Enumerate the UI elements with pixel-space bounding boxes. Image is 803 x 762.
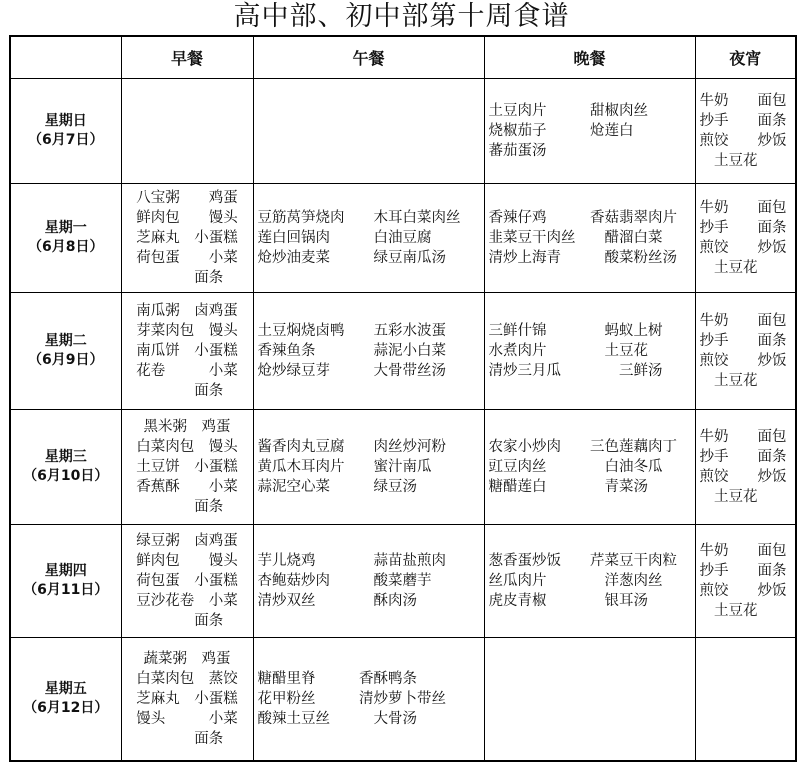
day-cell [10,184,121,293]
dinner-item: 农家小炒肉 三色莲藕肉丁 [488,439,677,455]
dinner-item: 糖醋莲白 青菜汤 [488,479,648,495]
supper-item: 土豆花 [699,153,758,169]
breakfast-cell [121,525,253,638]
header-row [10,36,796,79]
day-date: （6月10日） [23,468,109,484]
table-row [10,293,796,410]
dinner-cell [484,638,695,762]
table-row [10,525,796,638]
dinner-item: 香辣仔鸡 香菇翡翠肉片 [488,210,677,226]
breakfast-cell [121,410,253,525]
supper-item: 煎饺 炒饭 [699,583,787,599]
breakfast-item: 豆沙花卷 小菜 [136,593,238,609]
breakfast-item: 花卷 小菜 [136,363,238,379]
dinner-cell [484,410,695,525]
dinner-item: 韭菜豆干肉丝 醋溜白菜 [488,230,663,246]
breakfast-item: 荷包蛋 小蛋糕 [136,573,238,589]
supper-item: 牛奶 面包 [699,200,787,216]
lunch-item: 豆筋莴笋烧肉 木耳白菜肉丝 [257,210,461,226]
breakfast-cell [121,79,253,184]
supper-item: 土豆花 [699,489,758,505]
supper-item: 煎饺 炒饭 [699,469,787,485]
breakfast-item: 八宝粥 鸡蛋 [136,190,238,206]
breakfast-item: 鲜肉包 馒头 [136,553,238,569]
dinner-item: 葱香蛋炒饭 芹菜豆干肉粒 [488,553,677,569]
header-day [10,36,121,79]
breakfast-item: 面条 [150,270,224,286]
supper-cell [695,184,796,293]
lunch-cell [253,410,484,525]
breakfast-item: 白菜肉包 馒头 [136,439,238,455]
dinner-item: 豇豆肉丝 白油冬瓜 [488,459,663,475]
supper-cell [695,410,796,525]
lunch-cell [253,79,484,184]
menu-table [9,35,797,762]
dinner-cell [484,293,695,410]
supper-cell [695,525,796,638]
supper-cell [695,79,796,184]
lunch-item: 香辣鱼条 蒜泥小白菜 [257,343,446,359]
header-supper: 夜宵 [695,36,796,79]
lunch-cell [253,525,484,638]
day-name: 星期三 [44,449,87,465]
breakfast-item: 面条 [150,499,224,515]
breakfast-item: 鲜肉包 馒头 [136,210,238,226]
supper-cell [695,293,796,410]
breakfast-item: 白菜肉包 蒸饺 [136,671,238,687]
dinner-item: 土豆肉片 甜椒肉丝 [488,103,648,119]
lunch-item: 土豆焖烧卤鸭 五彩水波蛋 [257,323,446,339]
page-title: 高中部、初中部第十周食谱 [233,1,570,32]
day-cell [10,293,121,410]
breakfast-item: 馒头 小菜 [136,711,238,727]
header-breakfast: 早餐 [121,36,253,79]
dinner-cell [484,525,695,638]
day-date: （6月9日） [28,352,104,368]
dinner-item: 水煮肉片 土豆花 [488,343,648,359]
day-date: （6月8日） [28,239,104,255]
day-date: （6月11日） [23,582,109,598]
supper-item: 煎饺 炒饭 [699,133,787,149]
day-date: （6月12日） [23,700,109,716]
supper-cell [695,638,796,762]
dinner-item: 丝瓜肉片 洋葱肉丝 [488,573,663,589]
breakfast-item: 绿豆粥 卤鸡蛋 [136,533,238,549]
supper-item: 牛奶 面包 [699,543,787,559]
lunch-item: 炝炒绿豆芽 大骨带丝汤 [257,363,446,379]
supper-item: 抄手 面条 [699,333,787,349]
breakfast-item: 蔬菜粥 鸡蛋 [143,651,231,667]
dinner-item: 清炒三月瓜 三鲜汤 [488,363,663,379]
table-row [10,184,796,293]
day-name: 星期五 [44,681,87,697]
lunch-item: 莲白回锅肉 白油豆腐 [257,230,432,246]
dinner-item: 三鲜什锦 蚂蚁上树 [488,323,663,339]
supper-item: 土豆花 [699,260,758,276]
breakfast-item: 南瓜粥 卤鸡蛋 [136,303,238,319]
day-name: 星期日 [44,113,87,129]
breakfast-cell [121,293,253,410]
table-row [10,410,796,525]
breakfast-cell [121,184,253,293]
supper-item: 牛奶 面包 [699,93,787,109]
dinner-cell [484,79,695,184]
supper-item: 抄手 面条 [699,220,787,236]
breakfast-item: 芝麻丸 小蛋糕 [136,230,238,246]
lunch-item: 糖醋里脊 香酥鸭条 [257,671,417,687]
day-cell [10,525,121,638]
breakfast-item: 黑米粥 鸡蛋 [143,419,231,435]
breakfast-item: 荷包蛋 小菜 [136,250,238,266]
breakfast-item: 面条 [150,731,224,747]
table-row [10,638,796,762]
header-dinner: 晚餐 [484,36,695,79]
supper-item: 抄手 面条 [699,449,787,465]
day-cell [10,79,121,184]
breakfast-item: 土豆饼 小蛋糕 [136,459,238,475]
supper-item: 抄手 面条 [699,563,787,579]
lunch-item: 花甲粉丝 清炒萝卜带丝 [257,691,446,707]
table-row [10,79,796,184]
dinner-item: 蕃茄蛋汤 [488,143,547,159]
lunch-item: 清炒双丝 酥肉汤 [257,593,417,609]
supper-item: 土豆花 [699,603,758,619]
day-date: （6月7日） [28,132,104,148]
breakfast-item: 面条 [150,613,224,629]
day-name: 星期四 [44,563,87,579]
supper-item: 煎饺 炒饭 [699,353,787,369]
breakfast-cell [121,638,253,762]
lunch-item: 蒜泥空心菜 绿豆汤 [257,479,417,495]
supper-item: 牛奶 面包 [699,313,787,329]
dinner-item: 烧椒茄子 炝莲白 [488,123,634,139]
breakfast-item: 面条 [150,383,224,399]
header-lunch: 午餐 [253,36,484,79]
lunch-item: 芋儿烧鸡 蒜苗盐煎肉 [257,553,446,569]
supper-item: 牛奶 面包 [699,429,787,445]
lunch-item: 酸辣土豆丝 大骨汤 [257,711,417,727]
breakfast-item: 芽菜肉包 馒头 [136,323,238,339]
day-cell [10,410,121,525]
day-name: 星期一 [44,220,87,236]
lunch-cell [253,184,484,293]
lunch-item: 炝炒油麦菜 绿豆南瓜汤 [257,250,446,266]
breakfast-item: 南瓜饼 小蛋糕 [136,343,238,359]
dinner-cell [484,184,695,293]
supper-item: 煎饺 炒饭 [699,240,787,256]
day-name: 星期二 [44,333,87,349]
day-cell [10,638,121,762]
dinner-item: 虎皮青椒 银耳汤 [488,593,648,609]
lunch-item: 黄瓜木耳肉片 蜜汁南瓜 [257,459,432,475]
lunch-cell [253,638,484,762]
supper-item: 土豆花 [699,373,758,389]
breakfast-item: 香蕉酥 小菜 [136,479,238,495]
breakfast-item: 芝麻丸 小蛋糕 [136,691,238,707]
supper-item: 抄手 面条 [699,113,787,129]
lunch-item: 酱香肉丸豆腐 肉丝炒河粉 [257,439,446,455]
lunch-cell [253,293,484,410]
dinner-item: 清炒上海青 酸菜粉丝汤 [488,250,677,266]
lunch-item: 杏鲍菇炒肉 酸菜蘑芋 [257,573,432,589]
